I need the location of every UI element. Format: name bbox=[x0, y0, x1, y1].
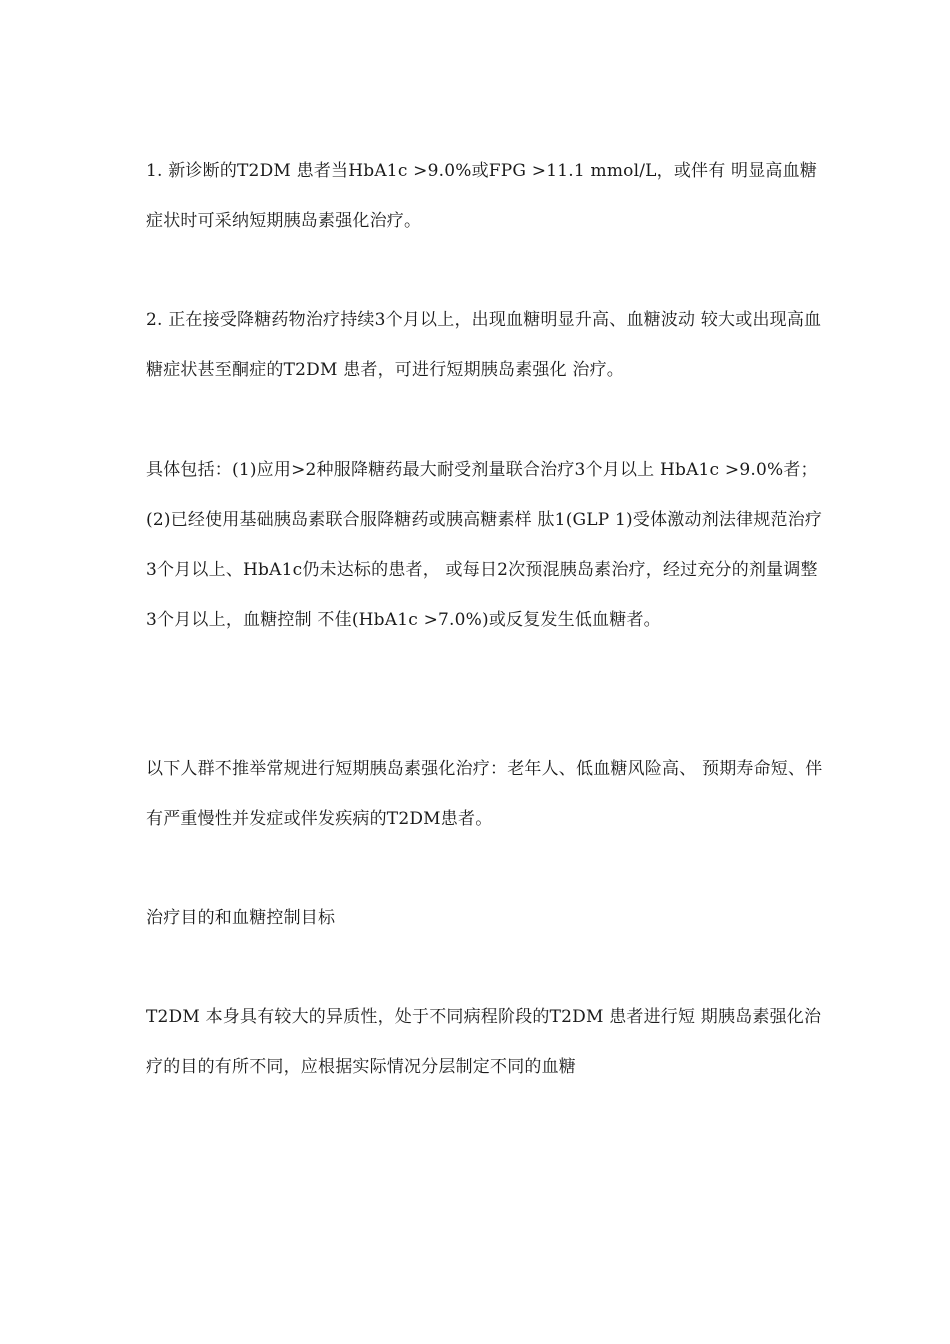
paragraph-specific-criteria: 具体包括：(1)应用>2种服降糖药最大耐受剂量联合治疗3个月以上 HbA1c >9.0%者；(2)已经使用基础胰岛素联合服降糖药或胰高糖素样 肽1(GLP 1)受体激动剂法律规范治疗3个月以上、HbA1c仍未达标的患者， 或每日2次预混胰岛素治疗，经过充分的剂量调整3个月以上，血糖控制 不佳(HbA1c >7.0%)或反复发生低血糖者。 bbox=[146, 460, 823, 630]
paragraph-ongoing-treatment: 2. 正在接受降糖药物治疗持续3个月以上，出现血糖明显升高、血糖波动 较大或出现高血糖症状甚至酮症的T2DM 患者，可进行短期胰岛素强化 治疗。 bbox=[146, 310, 822, 380]
section-heading: 治疗目的和血糖控制目标 bbox=[146, 908, 336, 928]
paragraph-heterogeneity: T2DM 本身具有较大的异质性，处于不同病程阶段的T2DM 患者进行短 期胰岛素强化治疗的目的有所不同，应根据实际情况分层制定不同的血糖 bbox=[146, 1007, 822, 1077]
paragraph-new-diagnosis: 1. 新诊断的T2DM 患者当HbA1c >9.0%或FPG >11.1 mmol/L，或伴有 明显高血糖症状时可采纳短期胰岛素强化治疗。 bbox=[146, 161, 818, 231]
paragraph-not-recommended: 以下人群不推举常规进行短期胰岛素强化治疗：老年人、低血糖风险高、 预期寿命短、伴有严重慢性并发症或伴发疾病的T2DM患者。 bbox=[146, 759, 823, 829]
